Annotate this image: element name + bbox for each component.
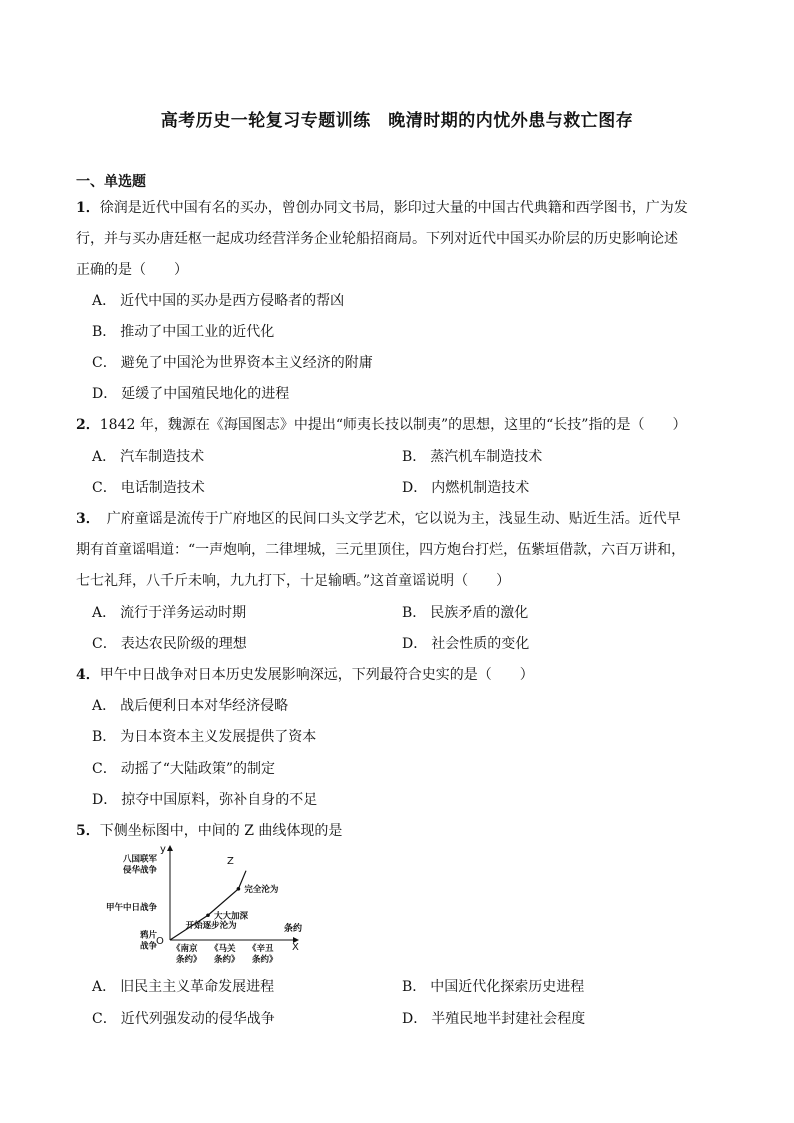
option-3b[interactable]: B． 民族矛盾的激化 <box>402 605 529 621</box>
option-4c[interactable]: C． 动摇了“大陆政策”的制定 <box>92 761 276 777</box>
y-tick-label: 鸦片战争 <box>139 930 157 952</box>
x-tick-label: 《南京条约》 <box>172 944 202 965</box>
option-4a[interactable]: A． 战后便利日本对华经济侵略 <box>92 698 289 714</box>
option-1b[interactable]: B． 推动了中国工业的近代化 <box>92 324 275 340</box>
option-5c[interactable]: C． 近代列强发动的侵华战争 <box>92 1011 275 1027</box>
option-5d[interactable]: D． 半殖民地半封建社会程度 <box>402 1011 586 1027</box>
option-3d[interactable]: D． 社会性质的变化 <box>402 636 530 652</box>
option-2b[interactable]: B． 蒸汽机车制造技术 <box>402 449 543 465</box>
option-5b[interactable]: B． 中国近代化探索历史进程 <box>402 979 585 995</box>
option-3a[interactable]: A． 流行于洋务运动时期 <box>92 605 247 621</box>
section-heading: 一、单选题 <box>76 174 146 190</box>
curve-label: Z <box>227 856 234 868</box>
question-1-line-3: 正确的是（ ） <box>76 262 188 278</box>
z-curve-chart <box>100 842 310 968</box>
y-tick-label: 甲午中日战争 <box>105 903 157 913</box>
x-axis-label: X <box>292 942 299 953</box>
question-1-line-2: 行，并与买办唐廷枢一起成功经营洋务企业轮船招商局。下列对近代中国买办阶层的历史影响论述 <box>76 231 678 247</box>
option-2c[interactable]: C． 电话制造技术 <box>92 480 205 496</box>
curve-annotation: 完全沦为 <box>244 884 279 895</box>
page-title: 高考历史一轮复习专题训练 晚清时期的内忧外患与救亡图存 <box>160 111 634 131</box>
option-4d[interactable]: D． 掠夺中国原料，弥补自身的不足 <box>92 792 318 808</box>
option-3c[interactable]: C． 表达农民阶级的理想 <box>92 636 247 652</box>
curve-point <box>237 887 241 891</box>
option-2d[interactable]: D． 内燃机制造技术 <box>402 480 530 496</box>
question-2-line-1: 2．1842 年，魏源在《海国图志》中提出“师夷长技以制夷”的思想，这里的“长技”指的是（ ） <box>76 417 687 433</box>
question-3-line-3: 七七礼拜，八千斤未响，九九打下，十足输晒。”这首童谣说明（ ） <box>76 573 511 589</box>
question-number: 4． <box>76 667 100 683</box>
question-number: 3． <box>76 511 93 527</box>
y-axis-label: y <box>160 844 166 855</box>
option-2a[interactable]: A． 汽车制造技术 <box>92 449 205 465</box>
curve-annotation: 开始逐步沦为 <box>185 920 237 931</box>
option-1d[interactable]: D． 延缓了中国殖民地化的进程 <box>92 386 290 402</box>
option-5a[interactable]: A． 旧民主主义革命发展进程 <box>92 979 275 995</box>
curve-point <box>206 913 210 917</box>
question-3-line-2: 期有首童谣唱道：“一声炮响，二律埋城，三元里顶住，四方炮台打烂，伍紫垣借款，六百万讲和， <box>76 542 686 558</box>
question-number: 1． <box>76 200 100 216</box>
x-tick-label: 《辛丑条约》 <box>248 944 278 965</box>
option-1a[interactable]: A． 近代中国的买办是西方侵略者的帮凶 <box>92 293 345 309</box>
question-5-line-1: 5．下侧坐标图中，中间的 Z 曲线体现的是 <box>76 823 343 839</box>
curve-annotation: 大大加深 <box>214 911 249 922</box>
question-number: 5． <box>76 823 100 839</box>
option-4b[interactable]: B． 为日本资本主义发展提供了资本 <box>92 729 317 745</box>
question-3-line-1: 3． 广府童谣是流传于广府地区的民间口头文学艺术，它以说为主，浅显生动、贴近生活。近代早 <box>76 511 681 527</box>
question-1-line-1: 1．徐润是近代中国有名的买办，曾创办同文书局，影印过大量的中国古代典籍和西学图书，广为发 <box>76 200 688 216</box>
question-4-line-1: 4．甲午中日战争对日本历史发展影响深远，下列最符合史实的是（ ） <box>76 667 534 683</box>
x-axis-title: 条约 <box>284 924 303 934</box>
option-1c[interactable]: C． 避免了中国沦为世界资本主义经济的附庸 <box>92 355 373 371</box>
origin-label: O <box>156 936 164 947</box>
y-tick-label: 八国联军侵华战争 <box>122 854 157 876</box>
question-number: 2． <box>76 417 100 433</box>
x-tick-label: 《马关条约》 <box>210 944 240 965</box>
